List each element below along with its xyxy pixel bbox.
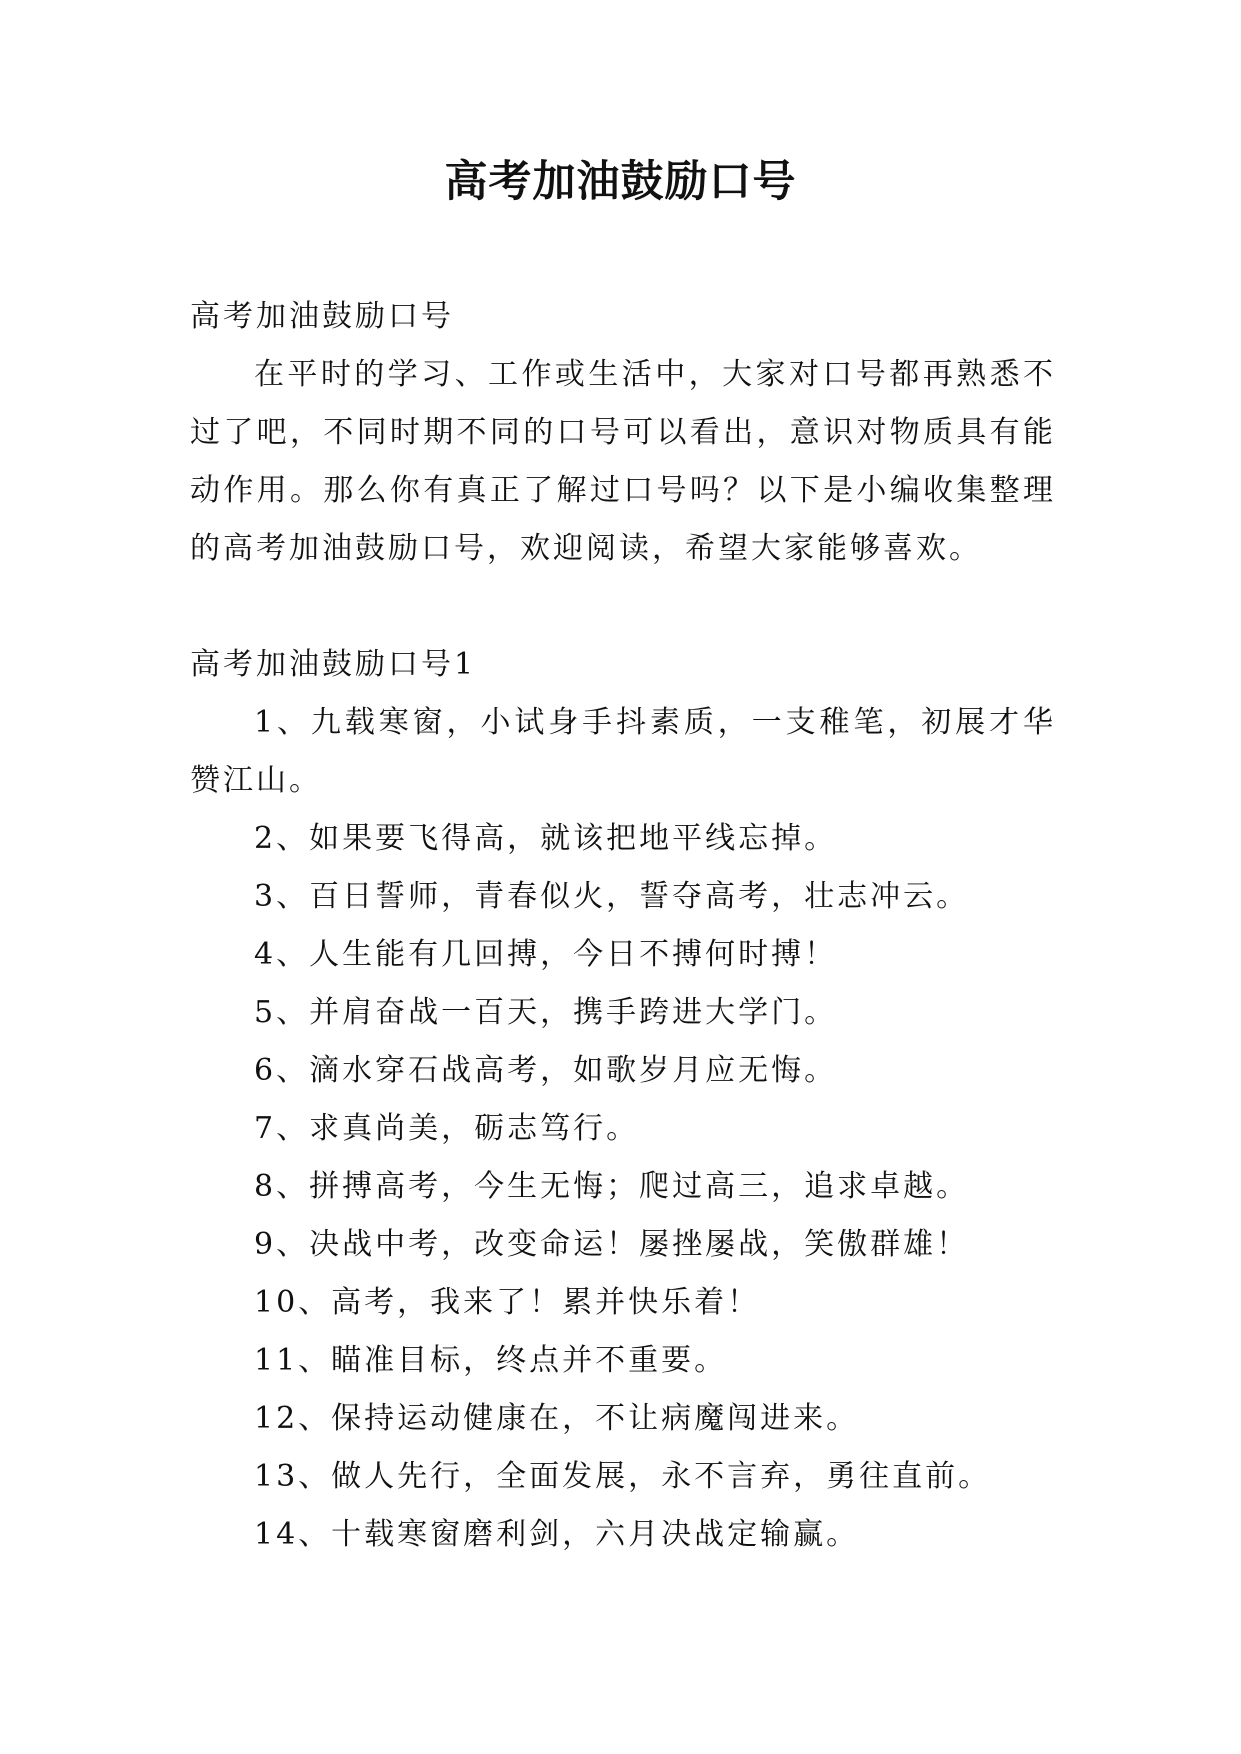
list-item: 3、百日誓师，青春似火，誓夺高考，壮志冲云。 [254, 879, 970, 914]
list-item: 7、求真尚美，砺志笃行。 [254, 1111, 640, 1146]
list-item: 8、拼搏高考，今生无悔；爬过高三，追求卓越。 [254, 1169, 970, 1204]
document-subtitle: 高考加油鼓励口号 [190, 299, 454, 334]
section-heading: 高考加油鼓励口号1 [190, 647, 477, 682]
list-item: 4、人生能有几回搏，今日不搏何时搏！ [254, 937, 838, 972]
list-item: 10、高考，我来了！累并快乐着！ [254, 1285, 761, 1320]
list-item: 6、滴水穿石战高考，如歌岁月应无悔。 [254, 1053, 838, 1088]
list-item: 11、瞄准目标，终点并不重要。 [254, 1343, 728, 1378]
document-body [190, 288, 1056, 1564]
paragraph-gap [190, 578, 1056, 636]
list-item: 1、九载寒窗，小试身手抖素质，一支稚笔，初展才华赞江山。 [190, 705, 1056, 798]
list-item: 13、做人先行，全面发展，永不言弃，勇往直前。 [254, 1459, 992, 1494]
list-item: 12、保持运动健康在，不让病魔闯进来。 [254, 1401, 860, 1436]
list-item: 2、如果要飞得高，就该把地平线忘掉。 [254, 821, 838, 856]
document-title: 高考加油鼓励口号 [444, 157, 797, 207]
list-item: 9、决战中考，改变命运！屡挫屡战，笑傲群雄！ [254, 1227, 970, 1262]
list-item: 5、并肩奋战一百天，携手跨进大学门。 [254, 995, 838, 1030]
intro-paragraph: 在平时的学习、工作或生活中，大家对口号都再熟悉不过了吧，不同时期不同的口号可以看出，意识对物质具有能动作用。那么你有真正了解过口号吗？以下是小编收集整理的高考加油鼓励口号，欢迎阅读，希望大家能够喜欢。 [190, 357, 1056, 566]
list-item: 14、十载寒窗磨利剑，六月决战定输赢。 [254, 1517, 860, 1552]
